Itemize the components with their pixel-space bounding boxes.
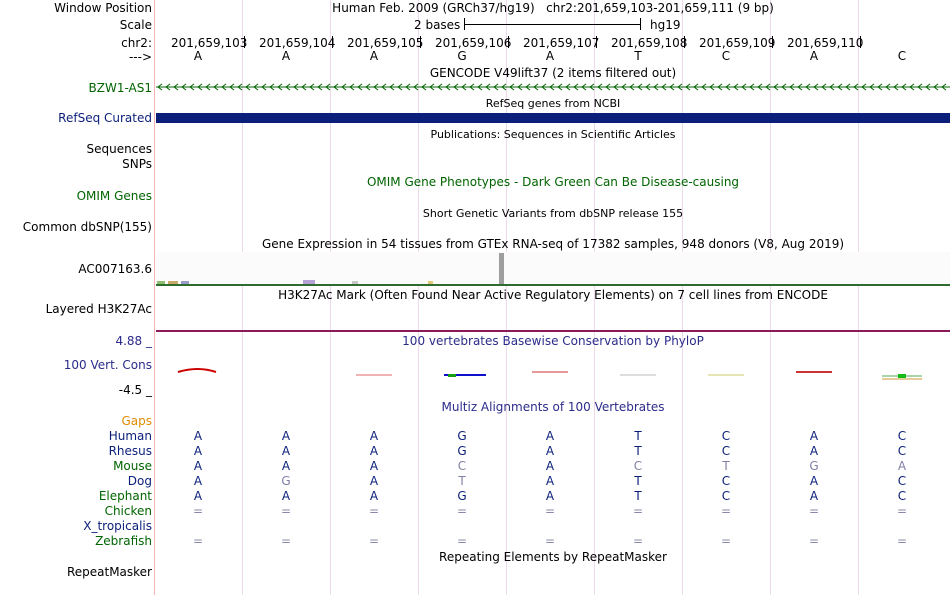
multiz-base: C: [897, 429, 907, 443]
multiz-base: A: [369, 489, 379, 503]
position-tick: [244, 36, 245, 48]
position-label: 201,659,104: [259, 36, 336, 50]
multiz-base: =: [544, 534, 556, 548]
multiz-base: C: [457, 459, 467, 473]
repeatmasker-track-label[interactable]: RepeatMasker: [66, 565, 152, 579]
multiz-base: T: [634, 489, 642, 503]
gencode-item-label[interactable]: BZW1-AS1: [88, 81, 152, 95]
multiz-base: T: [722, 459, 730, 473]
multiz-base: A: [369, 444, 379, 458]
position-tick: [420, 36, 421, 48]
multiz-base: A: [369, 429, 379, 443]
publications-track-title[interactable]: Publications: Sequences in Scientific Articles: [430, 128, 676, 141]
multiz-base: =: [808, 504, 820, 518]
multiz-species-label[interactable]: Mouse: [113, 459, 152, 473]
multiz-base: C: [721, 429, 731, 443]
multiz-base: =: [896, 504, 908, 518]
phylop-track-label[interactable]: 100 Vert. Cons: [63, 358, 152, 372]
ref-base: A: [369, 49, 379, 63]
multiz-base: A: [545, 489, 555, 503]
ref-base: C: [897, 49, 907, 63]
ref-base: A: [809, 49, 819, 63]
multiz-base: =: [720, 534, 732, 548]
ref-base: A: [281, 49, 291, 63]
multiz-base: A: [281, 489, 291, 503]
multiz-base: A: [809, 474, 819, 488]
multiz-base: =: [192, 504, 204, 518]
ref-base: C: [721, 49, 731, 63]
position-label: 201,659,108: [611, 36, 688, 50]
multiz-base: =: [280, 534, 292, 548]
multiz-gaps-label[interactable]: Gaps: [121, 414, 152, 428]
multiz-base: A: [281, 429, 291, 443]
multiz-base: A: [897, 459, 907, 473]
position-tick: [596, 36, 597, 48]
scale-bar: [464, 24, 640, 25]
ref-base: T: [634, 49, 642, 63]
ref-base: G: [457, 49, 467, 63]
multiz-base: G: [281, 474, 291, 488]
position-label: 201,659,106: [435, 36, 512, 50]
multiz-base: A: [809, 444, 819, 458]
multiz-base: A: [193, 489, 203, 503]
multiz-base: C: [721, 474, 731, 488]
publications-label-snps[interactable]: SNPs: [122, 157, 152, 171]
multiz-base: C: [897, 444, 907, 458]
dbsnp-track-label[interactable]: Common dbSNP(155): [22, 220, 152, 234]
position-label: 201,659,107: [523, 36, 600, 50]
multiz-base: A: [281, 459, 291, 473]
multiz-base: T: [634, 474, 642, 488]
omim-track-title[interactable]: OMIM Gene Phenotypes - Dark Green Can Be Disease-causing: [366, 175, 740, 189]
repeatmasker-track-title[interactable]: Repeating Elements by RepeatMasker: [439, 550, 667, 564]
h3k27ac-baseline: [156, 330, 950, 332]
position-label: 201,659,110: [787, 36, 864, 50]
multiz-base: A: [545, 474, 555, 488]
scale-bases: 2 bases: [414, 18, 461, 32]
multiz-base: A: [193, 429, 203, 443]
window-position-label: Window Position: [54, 1, 152, 15]
scale-bar-left-end: [464, 18, 465, 30]
multiz-base: G: [809, 459, 819, 473]
gtex-bar: [499, 253, 504, 284]
multiz-base: =: [456, 504, 468, 518]
multiz-base: =: [544, 504, 556, 518]
h3k27ac-track-label[interactable]: Layered H3K27Ac: [45, 302, 152, 316]
refseq-track-label[interactable]: RefSeq Curated: [58, 111, 152, 125]
phylop-track-title[interactable]: 100 vertebrates Basewise Conservation by PhyloP: [402, 334, 704, 348]
scale-label: Scale: [119, 18, 152, 32]
multiz-base: A: [545, 429, 555, 443]
gtex-baseline: [156, 284, 950, 286]
position-tick: [332, 36, 333, 48]
gencode-track-title[interactable]: GENCODE V49lift37 (2 items filtered out): [429, 66, 677, 80]
multiz-base: =: [896, 534, 908, 548]
phylop-graph: [156, 362, 950, 384]
multiz-base: A: [193, 459, 203, 473]
multiz-base: =: [632, 504, 644, 518]
label-separator: [154, 0, 155, 595]
gtex-expression-area[interactable]: [156, 252, 950, 284]
multiz-base: =: [192, 534, 204, 548]
multiz-base: =: [368, 504, 380, 518]
h3k27ac-track-title[interactable]: H3K27Ac Mark (Often Found Near Active Regulatory Elements) on 7 cell lines from ENCODE: [278, 288, 828, 302]
multiz-base: =: [368, 534, 380, 548]
multiz-track-title[interactable]: Multiz Alignments of 100 Vertebrates: [441, 400, 665, 414]
multiz-base: =: [808, 534, 820, 548]
multiz-base: =: [456, 534, 468, 548]
position-tick: [508, 36, 509, 48]
multiz-base: T: [458, 474, 466, 488]
multiz-base: =: [632, 534, 644, 548]
multiz-species-label[interactable]: Zebrafish: [95, 534, 152, 548]
multiz-base: G: [457, 444, 467, 458]
multiz-base: C: [721, 444, 731, 458]
position-label: 201,659,109: [699, 36, 776, 50]
gene-strand-arrows: [156, 80, 950, 94]
multiz-species-label[interactable]: X_tropicalis: [83, 519, 152, 533]
gtex-track-label[interactable]: AC007163.6: [78, 262, 152, 276]
chrom-label: chr2:: [121, 36, 152, 50]
window-position-text[interactable]: Human Feb. 2009 (GRCh37/hg19) chr2:201,659,103-201,659,111 (9 bp): [332, 1, 774, 15]
multiz-base: =: [720, 504, 732, 518]
multiz-base: A: [281, 444, 291, 458]
position-label: 201,659,105: [347, 36, 424, 50]
multiz-base: A: [809, 429, 819, 443]
multiz-species-label[interactable]: Rhesus: [108, 444, 152, 458]
multiz-species-label[interactable]: Human: [108, 429, 152, 443]
publications-label-sequences[interactable]: Sequences: [86, 142, 152, 156]
scale-assembly: hg19: [650, 18, 681, 32]
multiz-base: A: [193, 444, 203, 458]
multiz-base: A: [809, 489, 819, 503]
position-label: 201,659,103: [171, 36, 248, 50]
phylop-max-label: 4.88 _: [115, 334, 152, 348]
strand-label: --->: [128, 50, 152, 64]
phylop-min-label: -4.5 _: [118, 383, 152, 397]
multiz-base: T: [634, 429, 642, 443]
ref-base: A: [193, 49, 203, 63]
multiz-base: G: [457, 429, 467, 443]
multiz-base: T: [634, 444, 642, 458]
phylop-signal[interactable]: [156, 362, 950, 384]
omim-track-label[interactable]: OMIM Genes: [76, 189, 152, 203]
ref-base: A: [545, 49, 555, 63]
refseq-track-title[interactable]: RefSeq genes from NCBI: [485, 97, 621, 110]
multiz-base: =: [280, 504, 292, 518]
multiz-base: A: [369, 474, 379, 488]
scale-bar-right-end: [640, 18, 641, 30]
multiz-species-label[interactable]: Dog: [127, 474, 152, 488]
multiz-base: C: [633, 459, 643, 473]
multiz-species-label[interactable]: Chicken: [104, 504, 152, 518]
refseq-gene-block[interactable]: [156, 113, 950, 123]
multiz-base: A: [545, 459, 555, 473]
multiz-base: C: [897, 489, 907, 503]
position-tick: [772, 36, 773, 48]
position-tick: [684, 36, 685, 48]
gtex-track-title[interactable]: Gene Expression in 54 tissues from GTEx RNA-seq of 17382 samples, 948 donors (V8, Aug 2019): [261, 237, 845, 251]
multiz-base: C: [897, 474, 907, 488]
dbsnp-track-title[interactable]: Short Genetic Variants from dbSNP release 155: [422, 207, 684, 220]
multiz-base: G: [457, 489, 467, 503]
multiz-base: A: [369, 459, 379, 473]
multiz-base: C: [721, 489, 731, 503]
multiz-species-label[interactable]: Elephant: [98, 489, 152, 503]
gencode-gene-feature[interactable]: [156, 80, 950, 94]
multiz-base: A: [193, 474, 203, 488]
multiz-base: A: [545, 444, 555, 458]
position-tick: [860, 36, 861, 48]
